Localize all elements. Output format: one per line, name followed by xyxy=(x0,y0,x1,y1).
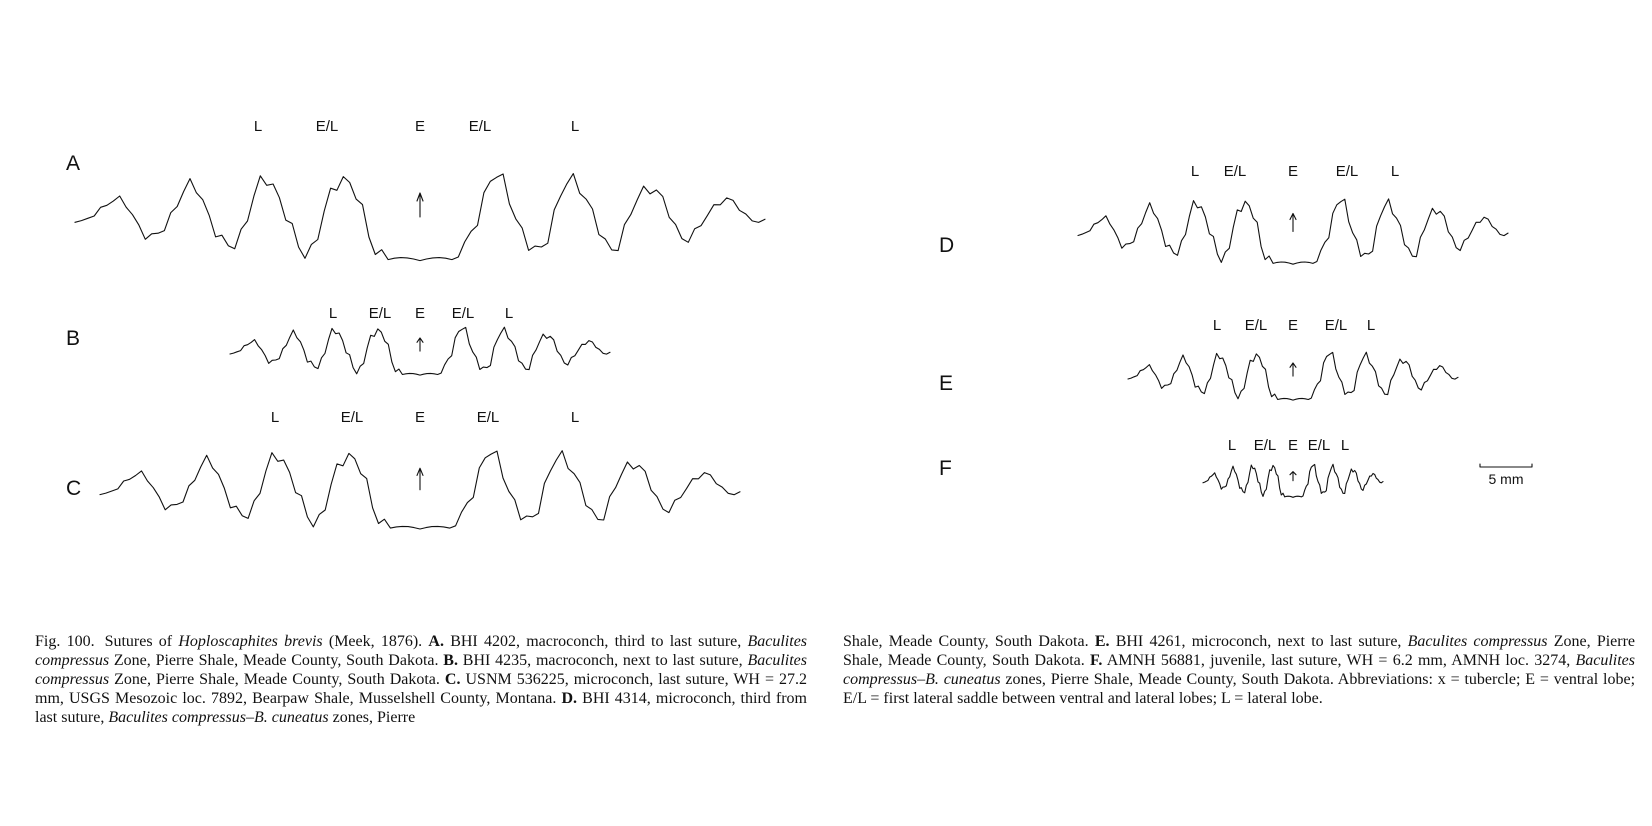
panel-letter: E xyxy=(939,372,954,395)
suture-label: L xyxy=(1212,317,1222,334)
suture-panel-c xyxy=(66,409,740,529)
scale-bar-line xyxy=(1480,464,1532,467)
panel-letter: A xyxy=(66,152,81,175)
panel-letter: C xyxy=(66,477,82,500)
orientation-arrow xyxy=(1290,214,1296,232)
caption-right-column xyxy=(843,632,1635,708)
caption-text: BHI 4314, microconch, third from last suture, xyxy=(35,690,807,726)
panel-ref-f: F. xyxy=(1090,652,1103,669)
zone-name: Baculites compressus xyxy=(1407,633,1548,650)
caption-text: AMNH 56881, juvenile, last suture, WH = 6.2 mm, AMNH loc. 3274, xyxy=(1102,652,1576,669)
suture-label: E/L xyxy=(1307,437,1331,454)
panel-letter: D xyxy=(939,234,955,257)
zone-name: Baculites compressus–B. cuneatus xyxy=(843,652,1636,688)
suture-label: L xyxy=(1190,163,1200,180)
caption-text: Zone, Pierre Shale, Meade County, South Dakota. xyxy=(109,652,444,669)
suture-label: E/L xyxy=(468,118,492,135)
caption-text: Zone, Pierre Shale, Meade County, South Dakota. xyxy=(109,671,445,688)
panel-ref-c: C. xyxy=(444,671,461,688)
orientation-arrow xyxy=(417,338,423,351)
suture-label: E xyxy=(1287,437,1299,454)
zone-name: Baculites compressus–B. cuneatus xyxy=(108,709,329,726)
suture-label: L xyxy=(1340,437,1350,454)
panel-letter: B xyxy=(66,327,81,350)
orientation-arrow xyxy=(417,193,423,217)
caption-text: (Meek, 1876). xyxy=(322,633,429,650)
orientation-arrow xyxy=(417,468,423,490)
panel-ref-e: E. xyxy=(1094,633,1110,650)
orientation-arrow xyxy=(1290,363,1296,376)
suture-label: L xyxy=(1227,437,1237,454)
caption-paragraph xyxy=(17,632,807,727)
caption-text: BHI 4202, macroconch, third to last suture, xyxy=(443,633,748,650)
suture-panel-a xyxy=(66,118,765,261)
caption-text: zones, Pierre xyxy=(328,709,416,726)
suture-label: E/L xyxy=(368,305,392,322)
suture-label: E/L xyxy=(315,118,339,135)
suture-label: L xyxy=(570,409,580,426)
suture-label: L xyxy=(253,118,263,135)
zone-name: Baculites compressus xyxy=(35,633,808,669)
scale-bar-label: 5 mm xyxy=(1488,471,1524,487)
suture-label: L xyxy=(270,409,280,426)
panel-ref-a: A. xyxy=(428,633,444,650)
suture-label: E xyxy=(414,305,426,322)
panel-letter: F xyxy=(939,457,952,480)
scale-bar xyxy=(1480,464,1532,487)
caption-text: Zone, Pierre Shale, Meade County, South Dakota. xyxy=(843,633,1636,669)
suture-label: L xyxy=(570,118,580,135)
panel-ref-d: D. xyxy=(561,690,578,707)
suture-label: L xyxy=(1390,163,1400,180)
suture-label: E/L xyxy=(1223,163,1247,180)
caption-text: BHI 4235, macroconch, next to last suture, xyxy=(457,652,748,669)
suture-label: E/L xyxy=(1253,437,1277,454)
zone-name: Baculites compressus xyxy=(35,652,807,688)
caption-text: USNM 536225, microconch, last suture, WH = 27.2 mm, USGS Mesozoic loc. 7892, Bearpaw Shale, Musselshell County, Montana. xyxy=(35,671,808,707)
species-name: Hoploscaphites brevis xyxy=(178,633,323,650)
suture-label: E/L xyxy=(476,409,500,426)
orientation-arrow xyxy=(1290,472,1296,481)
suture-label: E xyxy=(1287,317,1299,334)
caption-left-column xyxy=(17,632,807,727)
figure-number: Fig. 100. xyxy=(35,633,95,650)
suture-label: E/L xyxy=(1244,317,1268,334)
suture-label: E/L xyxy=(1324,317,1348,334)
panel-ref-b: B. xyxy=(443,652,458,669)
suture-label: L xyxy=(328,305,338,322)
suture-label: E/L xyxy=(1335,163,1359,180)
suture-panel-e xyxy=(939,317,1458,400)
suture-label: E xyxy=(414,118,426,135)
caption-text: Sutures of xyxy=(104,633,179,650)
suture-panel-b xyxy=(66,305,610,375)
suture-panel-f xyxy=(939,437,1383,497)
suture-label: L xyxy=(1366,317,1376,334)
caption-text: Shale, Meade County, South Dakota. xyxy=(843,633,1095,650)
suture-label: E/L xyxy=(451,305,475,322)
caption-text: BHI 4261, microconch, next to last suture, xyxy=(1109,633,1408,650)
suture-label: E xyxy=(414,409,426,426)
suture-label: E/L xyxy=(340,409,364,426)
caption-text: zones, Pierre Shale, Meade County, South Dakota. Abbreviations: x = tubercle; E = ventral lobe; E/L = first lateral saddle between ventral and lateral lobes; L = lateral lobe. xyxy=(843,671,1636,707)
suture-label: E xyxy=(1287,163,1299,180)
suture-label: L xyxy=(504,305,514,322)
suture-panel-d xyxy=(939,163,1508,264)
